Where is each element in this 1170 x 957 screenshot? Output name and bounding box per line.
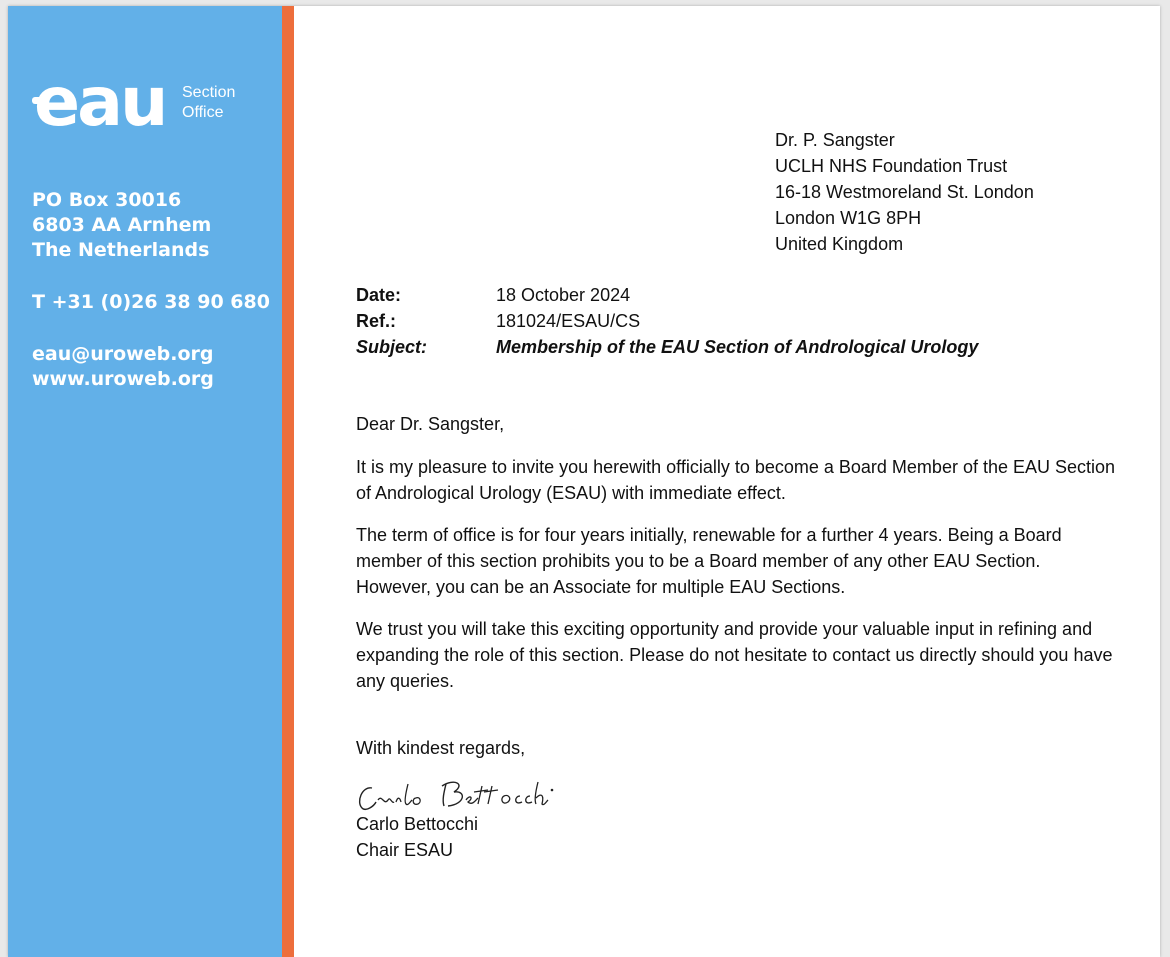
signer-name: Carlo Bettocchi — [356, 814, 479, 834]
phone-text: T +31 (0)26 38 90 680 — [32, 291, 270, 313]
logo-subtitle-line2: Office — [182, 104, 224, 121]
paragraph-1-text: It is my pleasure to invite you herewith officially to become a Board Member of the EAU Section of Andrological Urology (ESAU) with immediate effect. — [356, 457, 1116, 503]
recipient-line-5: United Kingdom — [775, 234, 904, 254]
salutation — [356, 411, 1116, 437]
ref-label: Ref.: — [356, 311, 396, 331]
paragraph-3 — [356, 616, 1116, 694]
postal-line-1: PO Box 30016 — [32, 189, 182, 211]
website-link[interactable]: www.uroweb.org — [32, 368, 214, 390]
letter-page — [8, 6, 1160, 957]
paragraph-2-text: The term of office is for four years initially, renewable for a further 4 years. Being a Board member of this section prohibits you to be a Board member of any other EAU Section. However, you can be an Associate for multiple EAU Sections. — [356, 525, 1062, 597]
email-link[interactable]: eau@uroweb.org — [32, 343, 214, 365]
postal-line-2: 6803 AA Arnhem — [32, 214, 212, 236]
salutation-text: Dear Dr. Sangster, — [356, 414, 505, 434]
svg-text:eau: eau — [34, 70, 166, 134]
closing — [356, 735, 1116, 761]
recipient-line-3: 16-18 Westmoreland St. London — [775, 182, 1034, 202]
date-label: Date: — [356, 285, 402, 305]
ref-value: 181024/ESAU/CS — [496, 311, 641, 331]
signature-image — [354, 776, 564, 816]
subject-value: Membership of the EAU Section of Andrological Urology — [496, 337, 979, 357]
recipient-line-4: London W1G 8PH — [775, 208, 922, 228]
signer-title: Chair ESAU — [356, 840, 454, 860]
postal-line-3: The Netherlands — [32, 239, 210, 261]
closing-text: With kindest regards, — [356, 738, 526, 758]
recipient-line-2: UCLH NHS Foundation Trust — [775, 156, 1008, 176]
paragraph-3-text: We trust you will take this exciting opportunity and provide your valuable input in refining and expanding the role of this section. Please do not hesitate to contact us directly should you have any queries. — [356, 619, 1113, 691]
recipient-line-1: Dr. P. Sangster — [775, 130, 895, 150]
recipient-address — [775, 127, 1034, 257]
signer-block — [356, 811, 478, 863]
logo-subtitle-line1: Section — [182, 84, 236, 101]
subject-label: Subject: — [356, 337, 428, 357]
paragraph-2 — [356, 522, 1116, 600]
date-value: 18 October 2024 — [496, 285, 631, 305]
letter-content — [8, 6, 1160, 957]
paragraph-1 — [356, 454, 1116, 506]
